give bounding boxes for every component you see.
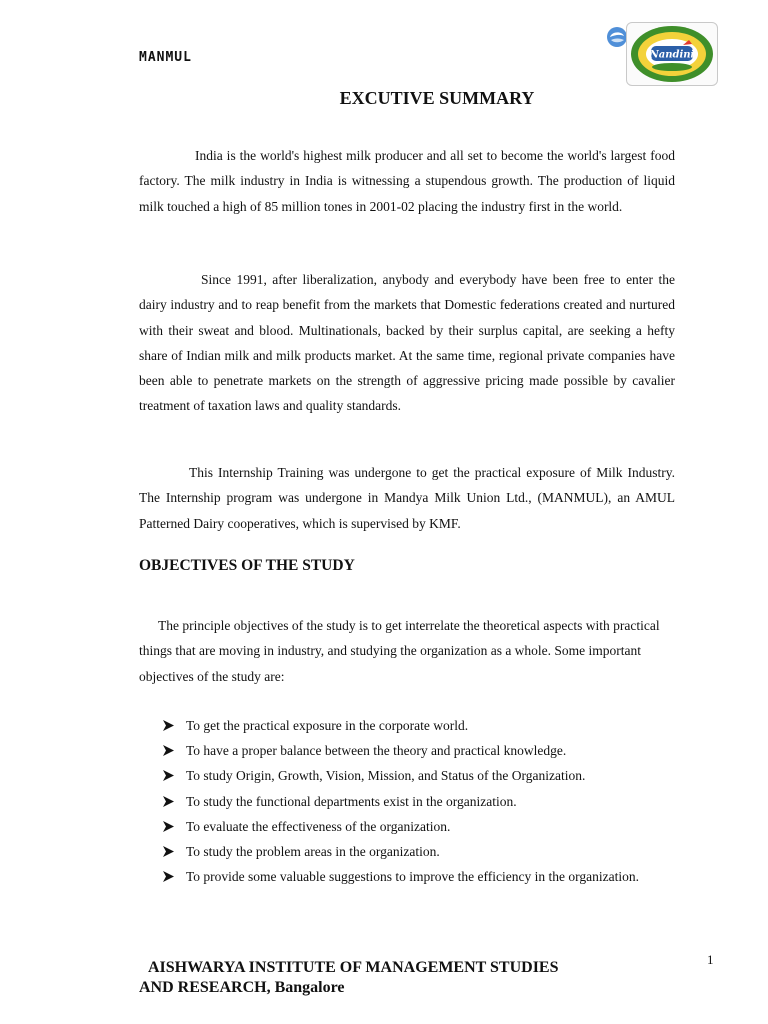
list-item: To provide some valuable suggestions to improve the efficiency in the organization. [163, 864, 683, 889]
arrow-bullet-icon [163, 720, 174, 731]
arrow-bullet-icon [163, 770, 174, 781]
list-item: To evaluate the effectiveness of the organization. [163, 814, 683, 839]
list-item: To get the practical exposure in the corporate world. [163, 713, 683, 738]
header-org-name: MANMUL [139, 50, 192, 65]
objectives-heading: OBJECTIVES OF THE STUDY [139, 557, 355, 574]
footer-line-2: AND RESEARCH, Bangalore [139, 979, 345, 996]
list-item: To study the problem areas in the organization. [163, 839, 683, 864]
footer-line-1: AISHWARYA INSTITUTE OF MANAGEMENT STUDIES [148, 959, 559, 976]
objectives-list [163, 713, 683, 889]
arrow-bullet-icon [163, 796, 174, 807]
nandini-logo-icon [627, 23, 717, 85]
logo-brand-text: Nandini [649, 49, 695, 61]
header-logo-area [606, 22, 718, 86]
list-item: To have a proper balance between the theory and practical knowledge. [163, 738, 683, 763]
arrow-bullet-icon [163, 871, 174, 882]
nandini-logo [626, 22, 718, 86]
objectives-intro: The principle objectives of the study is to get interrelate the theoretical aspects with practical things that are moving in industry, and studying the organization as a whole. Some important objectives of the study are: [139, 618, 660, 684]
footer-institute [139, 958, 559, 998]
arrow-bullet-icon [163, 821, 174, 832]
arrow-bullet-icon [163, 745, 174, 756]
list-item: To study the functional departments exist in the organization. [163, 789, 683, 814]
page-number: 1 [707, 952, 714, 967]
arrow-bullet-icon [163, 846, 174, 857]
page-title: EXCUTIVE SUMMARY [339, 88, 535, 108]
summary-paragraph-2: Since 1991, after liberalization, anybody and everybody have been free to enter the dairy industry and to reap benefit from the markets that Domestic federations created and nurtured with their sweat and blood. Multinationals, backed by their surplus capital, are seeking a hefty share of Indian milk and milk products market. At the same time, regional private companies have been able to penetrate markets on the strength of aggressive pricing made possible by cavalier treatment of taxation laws and quality standards. [139, 272, 675, 414]
summary-paragraph-3: This Internship Training was undergone to get the practical exposure of Milk Industry. The Internship program was undergone in Mandya Milk Union Ltd., (MANMUL), an AMUL Patterned Dairy cooperatives, which is supervised by KMF. [139, 465, 675, 531]
summary-paragraph-1: India is the world's highest milk producer and all set to become the world's largest food factory. The milk industry in India is witnessing a stupendous growth. The production of liquid milk touched a high of 85 million tones in 2001-02 placing the industry first in the world. [139, 148, 675, 214]
emblem-icon [606, 26, 628, 48]
list-item: To study Origin, Growth, Vision, Mission, and Status of the Organization. [163, 763, 683, 788]
